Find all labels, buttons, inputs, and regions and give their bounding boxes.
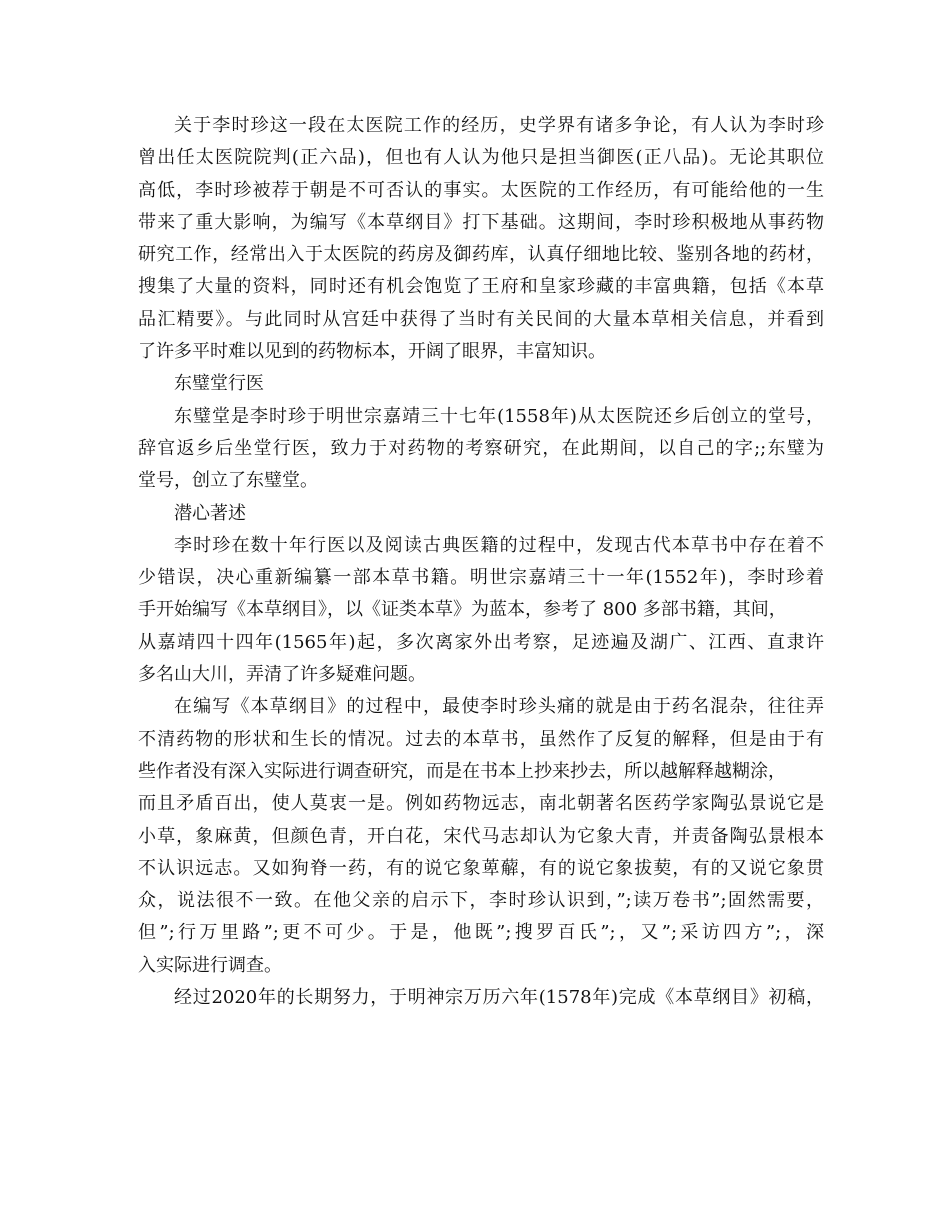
text-line: 在编写《本草纲目》的过程中，最使李时珍头痛的就是由于药名混杂，往往弄 [174, 696, 824, 718]
text-line: 但”;行万里路”;更不可少。于是，他既”;搜罗百氏”;，又”;采访四方”;，深 [138, 922, 824, 944]
text-line: 辞官返乡后坐堂行医，致力于对药物的考察研究，在此期间，以自己的字;;东璧为 [138, 437, 824, 459]
text-line: 不清药物的形状和生长的情况。过去的本草书，虽然作了反复的解释，但是由于有 [138, 728, 824, 750]
text-line: 品汇精要》。与此同时从宫廷中获得了当时有关民间的大量本草相关信息，并看到 [138, 308, 824, 330]
text-line: 关于李时珍这一段在太医院工作的经历，史学界有诸多争论，有人认为李时珍 [174, 115, 824, 136]
text-line: 研究工作，经常出入于太医院的药房及御药库，认真仔细地比较、鉴别各地的药材， [138, 244, 824, 266]
text-line: 高低，李时珍被荐于朝是不可否认的事实。太医院的工作经历，有可能给他的一生 [138, 179, 824, 201]
text-line: 从嘉靖四十四年(1565年)起，多次离家外出考察，足迹遍及湖广、江西、直隶许 [138, 631, 824, 653]
text-line: 堂号，创立了东璧堂。 [138, 470, 318, 492]
text-line: 不认识远志。又如狗脊一药，有的说它象萆薢，有的说它象拔葜，有的又说它象贯 [138, 857, 824, 879]
text-line: 多名山大川，弄清了许多疑难问题。 [138, 664, 426, 686]
text-line: 了许多平时难以见到的药物标本，开阔了眼界，丰富知识。 [138, 341, 606, 363]
text-line: 小草，象麻黄，但颜色青，开白花，宋代马志却认为它象大青，并责备陶弘景根本 [138, 825, 824, 847]
text-line: 入实际进行调查。 [138, 954, 282, 976]
text-line: 而且矛盾百出，使人莫衷一是。例如药物远志，南北朝著名医药学家陶弘景说它是 [138, 793, 824, 815]
section-heading: 东璧堂行医 [174, 373, 264, 395]
text-line: 搜集了大量的资料，同时还有机会饱览了王府和皇家珍藏的丰富典籍，包括《本草 [138, 276, 824, 298]
text-line: 东璧堂是李时珍于明世宗嘉靖三十七年(1558年)从太医院还乡后创立的堂号， [174, 405, 824, 427]
text-line: 少错误，决心重新编纂一部本草书籍。明世宗嘉靖三十一年(1552年)，李时珍着 [138, 567, 824, 589]
text-line: 带来了重大影响，为编写《本草纲目》打下基础。这期间，李时珍积极地从事药物 [138, 211, 824, 233]
text-line: 众，说法很不一致。在他父亲的启示下，李时珍认识到，”;读万卷书”;固然需要， [138, 890, 824, 912]
text-line: 些作者没有深入实际进行调查研究，而是在书本上抄来抄去，所以越解释越糊涂， [138, 760, 786, 782]
section-heading: 潜心著述 [174, 502, 246, 524]
text-line: 手开始编写《本草纲目》，以《证类本草》为蓝本，参考了 800 多部书籍，其间， [138, 599, 787, 621]
text-line: 经过2020年的长期努力，于明神宗万历六年(1578年)完成《本草纲目》初稿， [174, 987, 824, 1009]
document-body [138, 110, 824, 1014]
text-line: 李时珍在数十年行医以及阅读古典医籍的过程中，发现古代本草书中存在着不 [174, 534, 824, 556]
text-line: 曾出任太医院院判(正六品)，但也有人认为他只是担当御医(正八品)。无论其职位 [138, 147, 824, 169]
